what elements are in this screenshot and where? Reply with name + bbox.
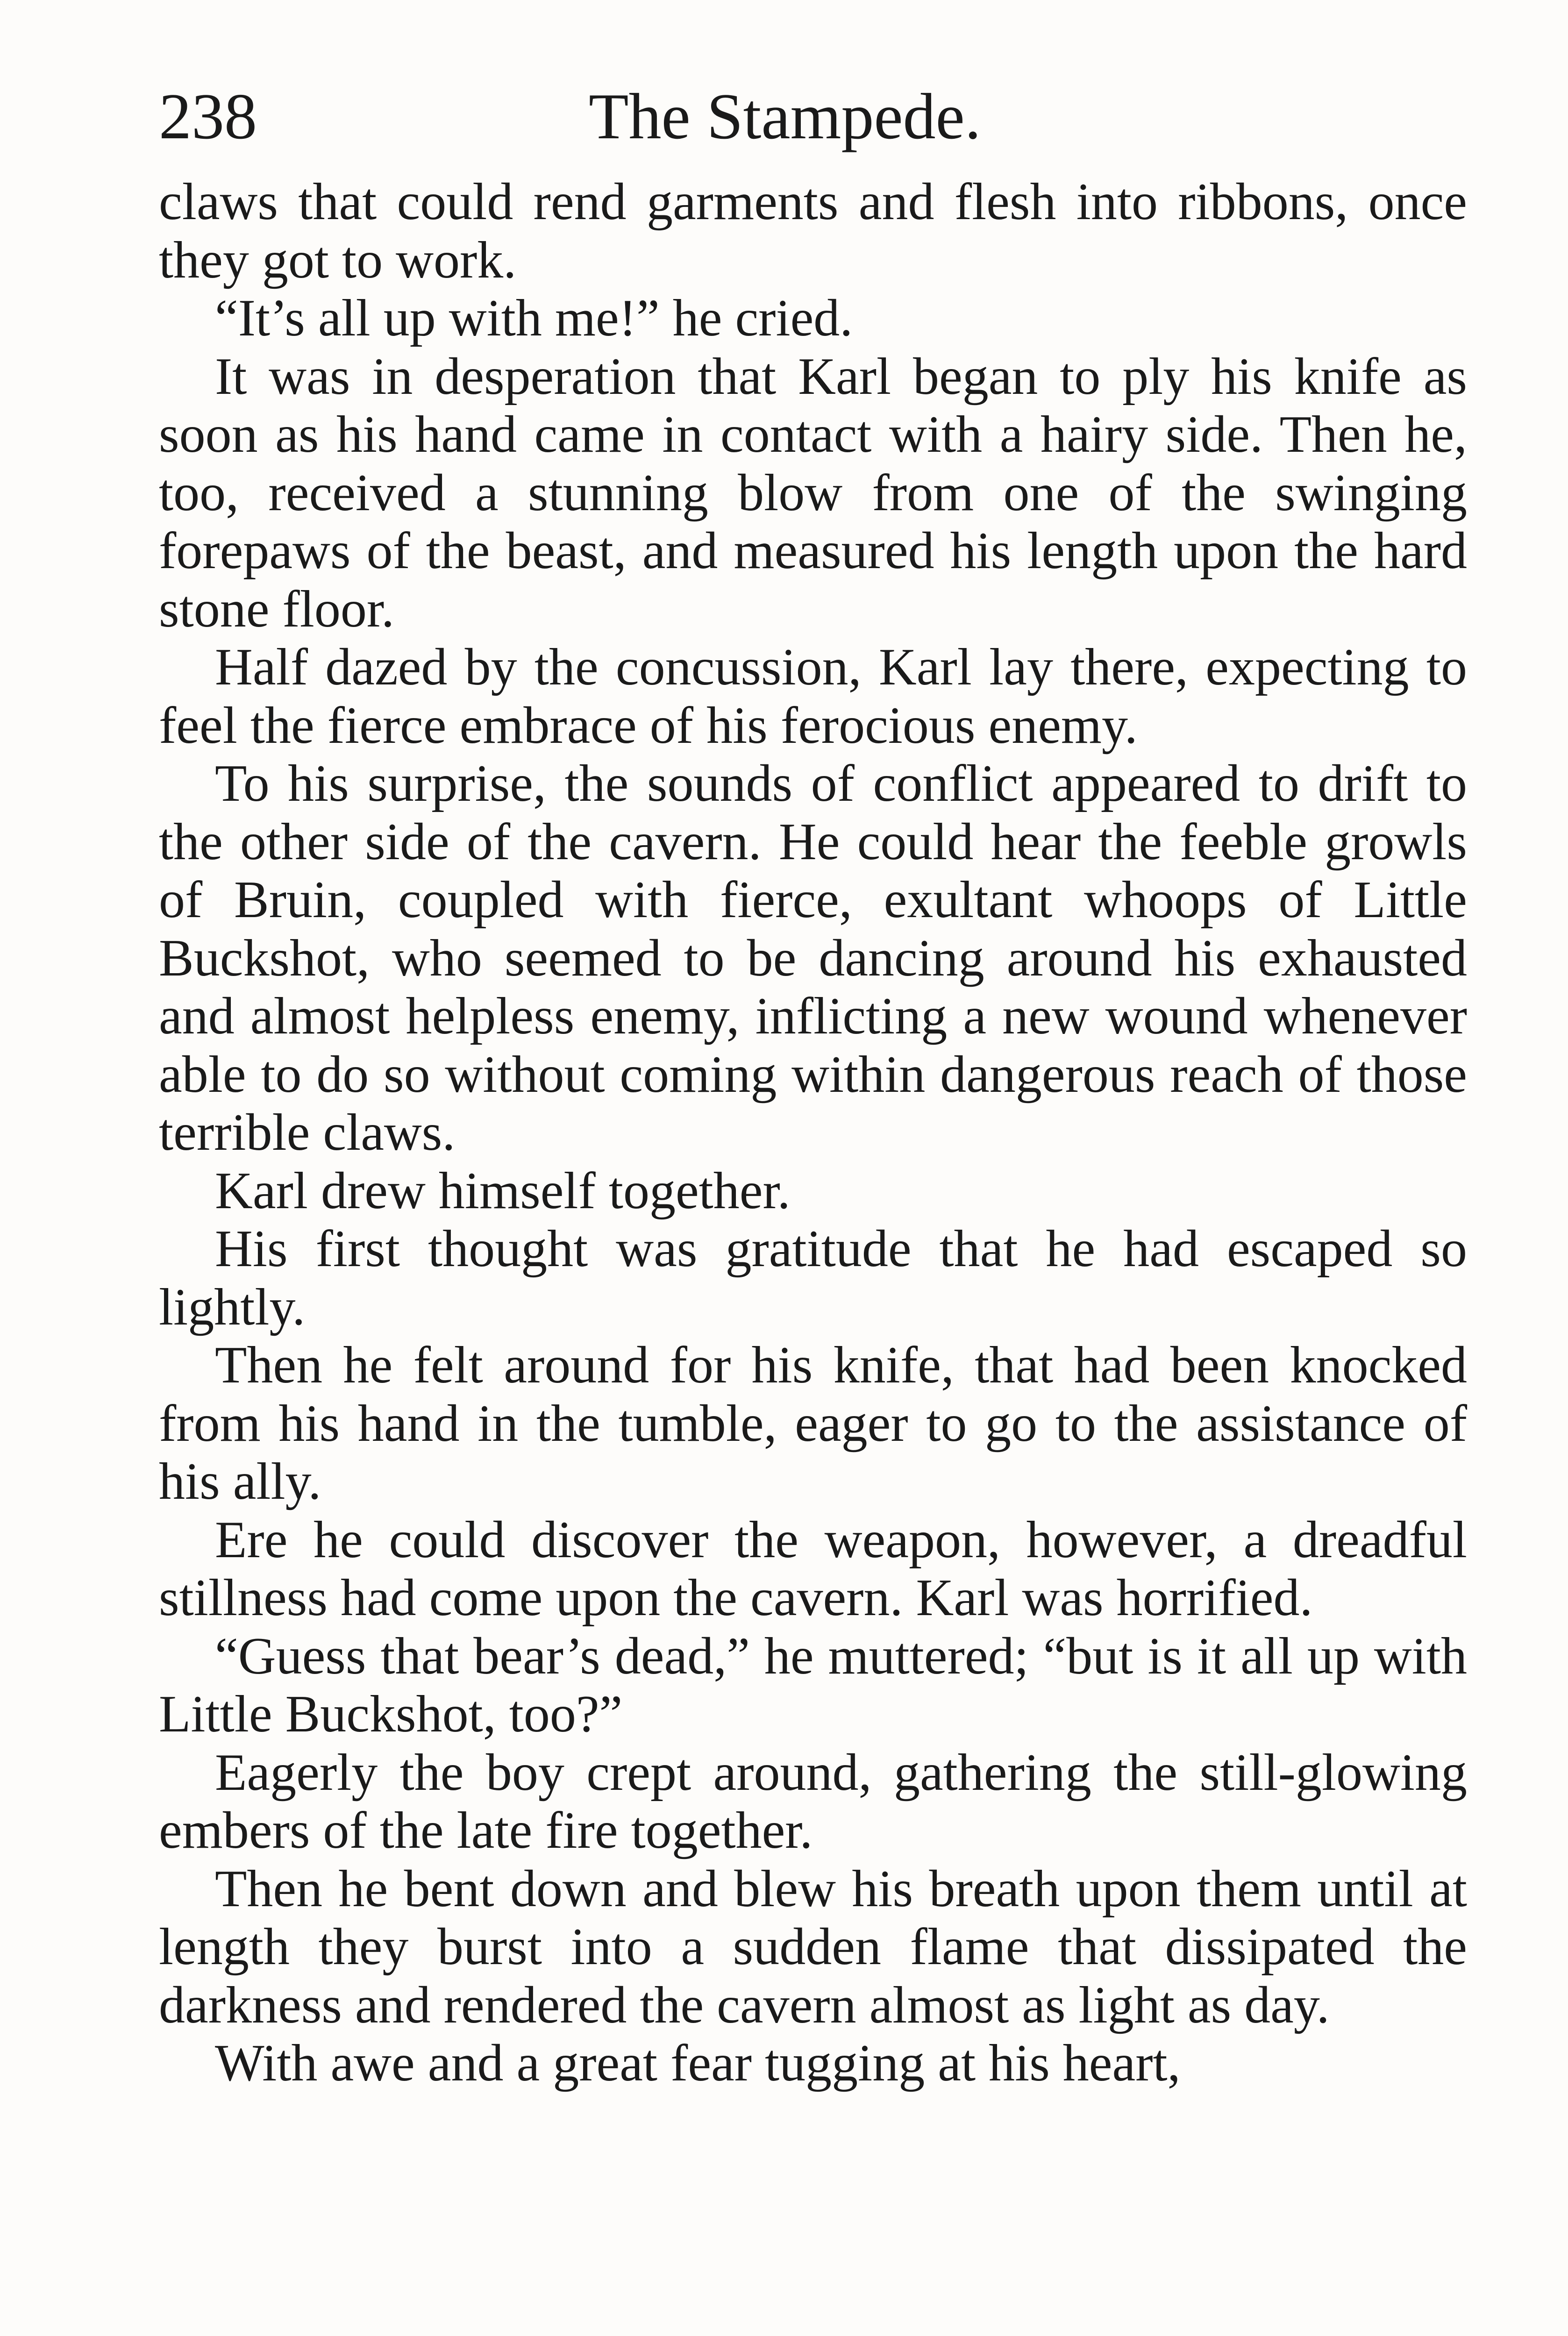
paragraph: His first thought was gratitude that he had escaped so lightly. (159, 1220, 1467, 1336)
paragraph: Ere he could discover the weapon, however, a dreadful stillness had come upon the cavern. Karl was horrified. (159, 1510, 1467, 1627)
paragraph: Eagerly the boy crept around, gathering the still-glowing embers of the late fire together. (159, 1743, 1467, 1859)
paragraph: claws that could rend garments and flesh into ribbons, once they got to work. (159, 173, 1467, 289)
book-page (159, 70, 1467, 2093)
paragraph: Half dazed by the concussion, Karl lay there, expecting to feel the fierce embrace of his ferocious enemy. (159, 638, 1467, 755)
paragraph: With awe and a great fear tugging at his heart, (215, 2034, 1181, 2092)
page-number: 238 (159, 80, 257, 153)
paragraph: Karl drew himself together. (215, 1161, 791, 1220)
body-text (159, 173, 1467, 2093)
paragraph: Then he bent down and blew his breath upon them until at length they burst into a sudden flame that dissipated the darkness and rendered the cavern almost as light as day. (159, 1859, 1467, 2034)
paragraph: To his surprise, the sounds of conflict appeared to drift to the other side of the cavern. He could hear the feeble growls of Bruin, coupled with fierce, exultant whoops of Little Buckshot, who seemed to be dancing around his exhausted and almost helpless enemy, inflicting a new wound whenever able to do so without coming within dangerous reach of those terrible claws. (159, 755, 1467, 1161)
running-title: The Stampede. (589, 80, 981, 153)
running-head (159, 70, 1467, 164)
paragraph: Then he felt around for his knife, that had been knocked from his hand in the tumble, eager to go to the assistance of his ally. (159, 1336, 1467, 1510)
paragraph: “Guess that bear’s dead,” he muttered; “but is it all up with Little Buckshot, too?” (159, 1627, 1467, 1743)
paragraph: “It’s all up with me!” he cried. (215, 289, 853, 347)
paragraph: It was in desperation that Karl began to ply his knife as soon as his hand came in contact with a hairy side. Then he, too, received a stunning blow from one of the swinging forepaws of the beast, and measured his length upon the hard stone floor. (159, 347, 1467, 638)
